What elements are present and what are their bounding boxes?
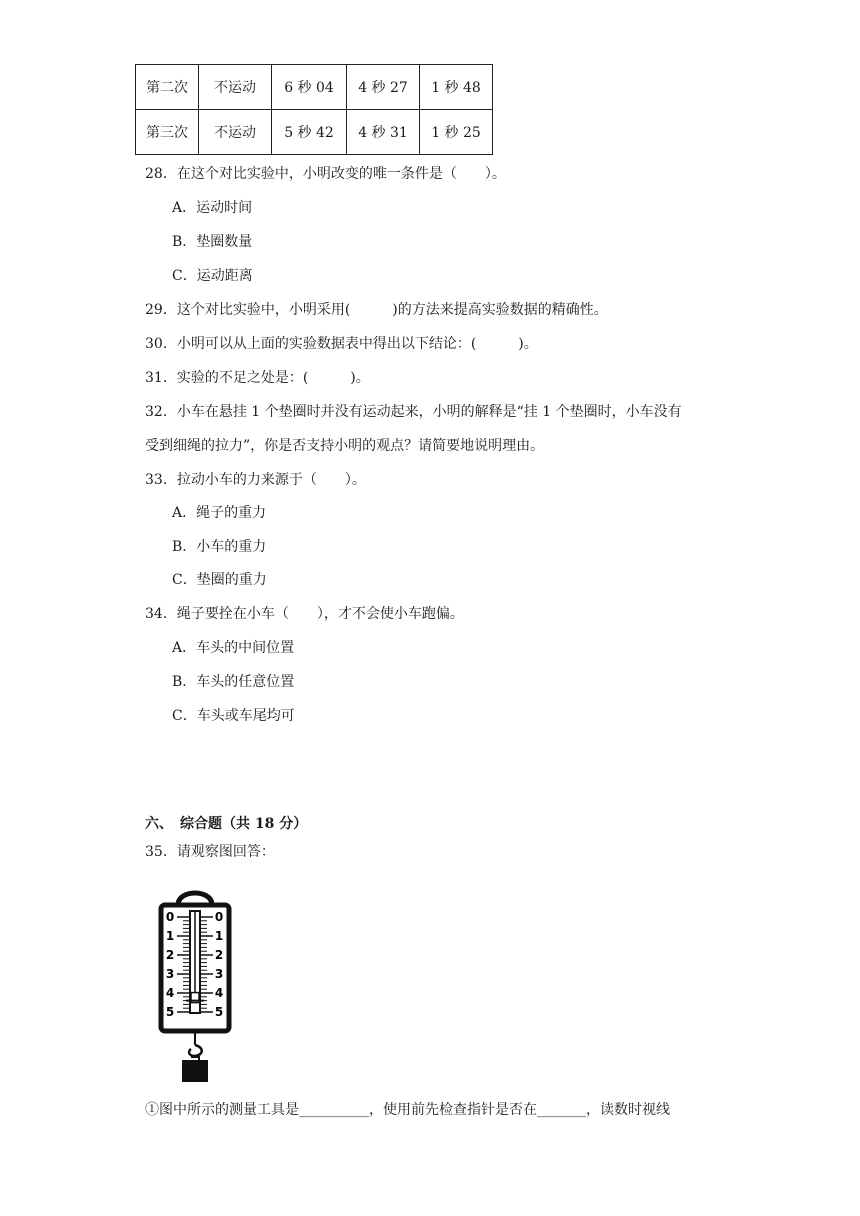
question-35-sub1: ①图中所示的测量工具是__________，使用前先检查指针是否在_______，读数时视线	[145, 1102, 670, 1118]
question-32-line1: 32．小车在悬挂 1 个垫圈时并没有运动起来，小明的解释是“挂 1 个垫圈时，小车没有	[145, 404, 682, 420]
q28-option-b: B．垫圈数量	[172, 234, 253, 250]
scale-tick-label: 1	[214, 929, 224, 943]
scale-tick-label: 4	[165, 986, 175, 1000]
q33-option-a: A．绳子的重力	[172, 505, 267, 521]
scale-tick-label: 4	[214, 986, 224, 1000]
question-32-line2: 受到细绳的拉力”，你是否支持小明的观点？请简要地说明理由。	[145, 438, 545, 454]
table-cell: 5 秒 42	[272, 110, 347, 155]
q28-option-a: A．运动时间	[172, 200, 253, 216]
spring-scale-icon	[150, 885, 240, 1085]
table-cell: 6 秒 04	[272, 65, 347, 110]
q33-option-b: B．小车的重力	[172, 539, 267, 555]
spring-scale-figure	[150, 885, 240, 1085]
question-28: 28．在这个对比实验中，小明改变的唯一条件是（ ）。	[145, 166, 506, 182]
q28-option-c: C．运动距离	[172, 268, 253, 284]
question-31: 31．实验的不足之处是：( )。	[145, 370, 370, 386]
question-30: 30．小明可以从上面的实验数据表中得出以下结论：( )。	[145, 336, 538, 352]
q34-option-c: C．车头或车尾均可	[172, 708, 295, 724]
scale-tick-label: 3	[165, 967, 175, 981]
scale-tick-label: 5	[214, 1005, 224, 1019]
table-cell: 4 秒 27	[347, 65, 420, 110]
question-33: 33．拉动小车的力来源于（ ）。	[145, 472, 366, 488]
table-cell: 不运动	[199, 110, 272, 155]
scale-hook	[189, 1045, 202, 1056]
scale-tick-label: 0	[214, 910, 224, 924]
q34-option-b: B．车头的任意位置	[172, 674, 295, 690]
table-cell: 不运动	[199, 65, 272, 110]
q33-option-c: C．垫圈的重力	[172, 572, 267, 588]
scale-tick-label: 0	[165, 910, 175, 924]
table-cell: 1 秒 25	[420, 110, 493, 155]
q34-option-a: A．车头的中间位置	[172, 640, 295, 656]
table-cell: 第二次	[136, 65, 199, 110]
experiment-data-table	[135, 64, 493, 155]
table-cell: 1 秒 48	[420, 65, 493, 110]
question-34: 34．绳子要拴在小车（ ），才不会使小车跑偏。	[145, 606, 464, 622]
scale-tick-label: 2	[165, 948, 175, 962]
table-cell: 4 秒 31	[347, 110, 420, 155]
table-row	[136, 110, 493, 155]
scale-tick-label: 1	[165, 929, 175, 943]
table-row	[136, 65, 493, 110]
question-29: 29．这个对比实验中，小明采用( )的方法来提高实验数据的精确性。	[145, 302, 608, 318]
scale-tick-label: 2	[214, 948, 224, 962]
section-6-title: 六、 综合题（共 18 分）	[145, 816, 308, 832]
scale-tick-label: 5	[165, 1005, 175, 1019]
question-35: 35．请观察图回答：	[145, 844, 275, 860]
table-cell: 第三次	[136, 110, 199, 155]
weight-block	[182, 1060, 208, 1082]
scale-tick-label: 3	[214, 967, 224, 981]
